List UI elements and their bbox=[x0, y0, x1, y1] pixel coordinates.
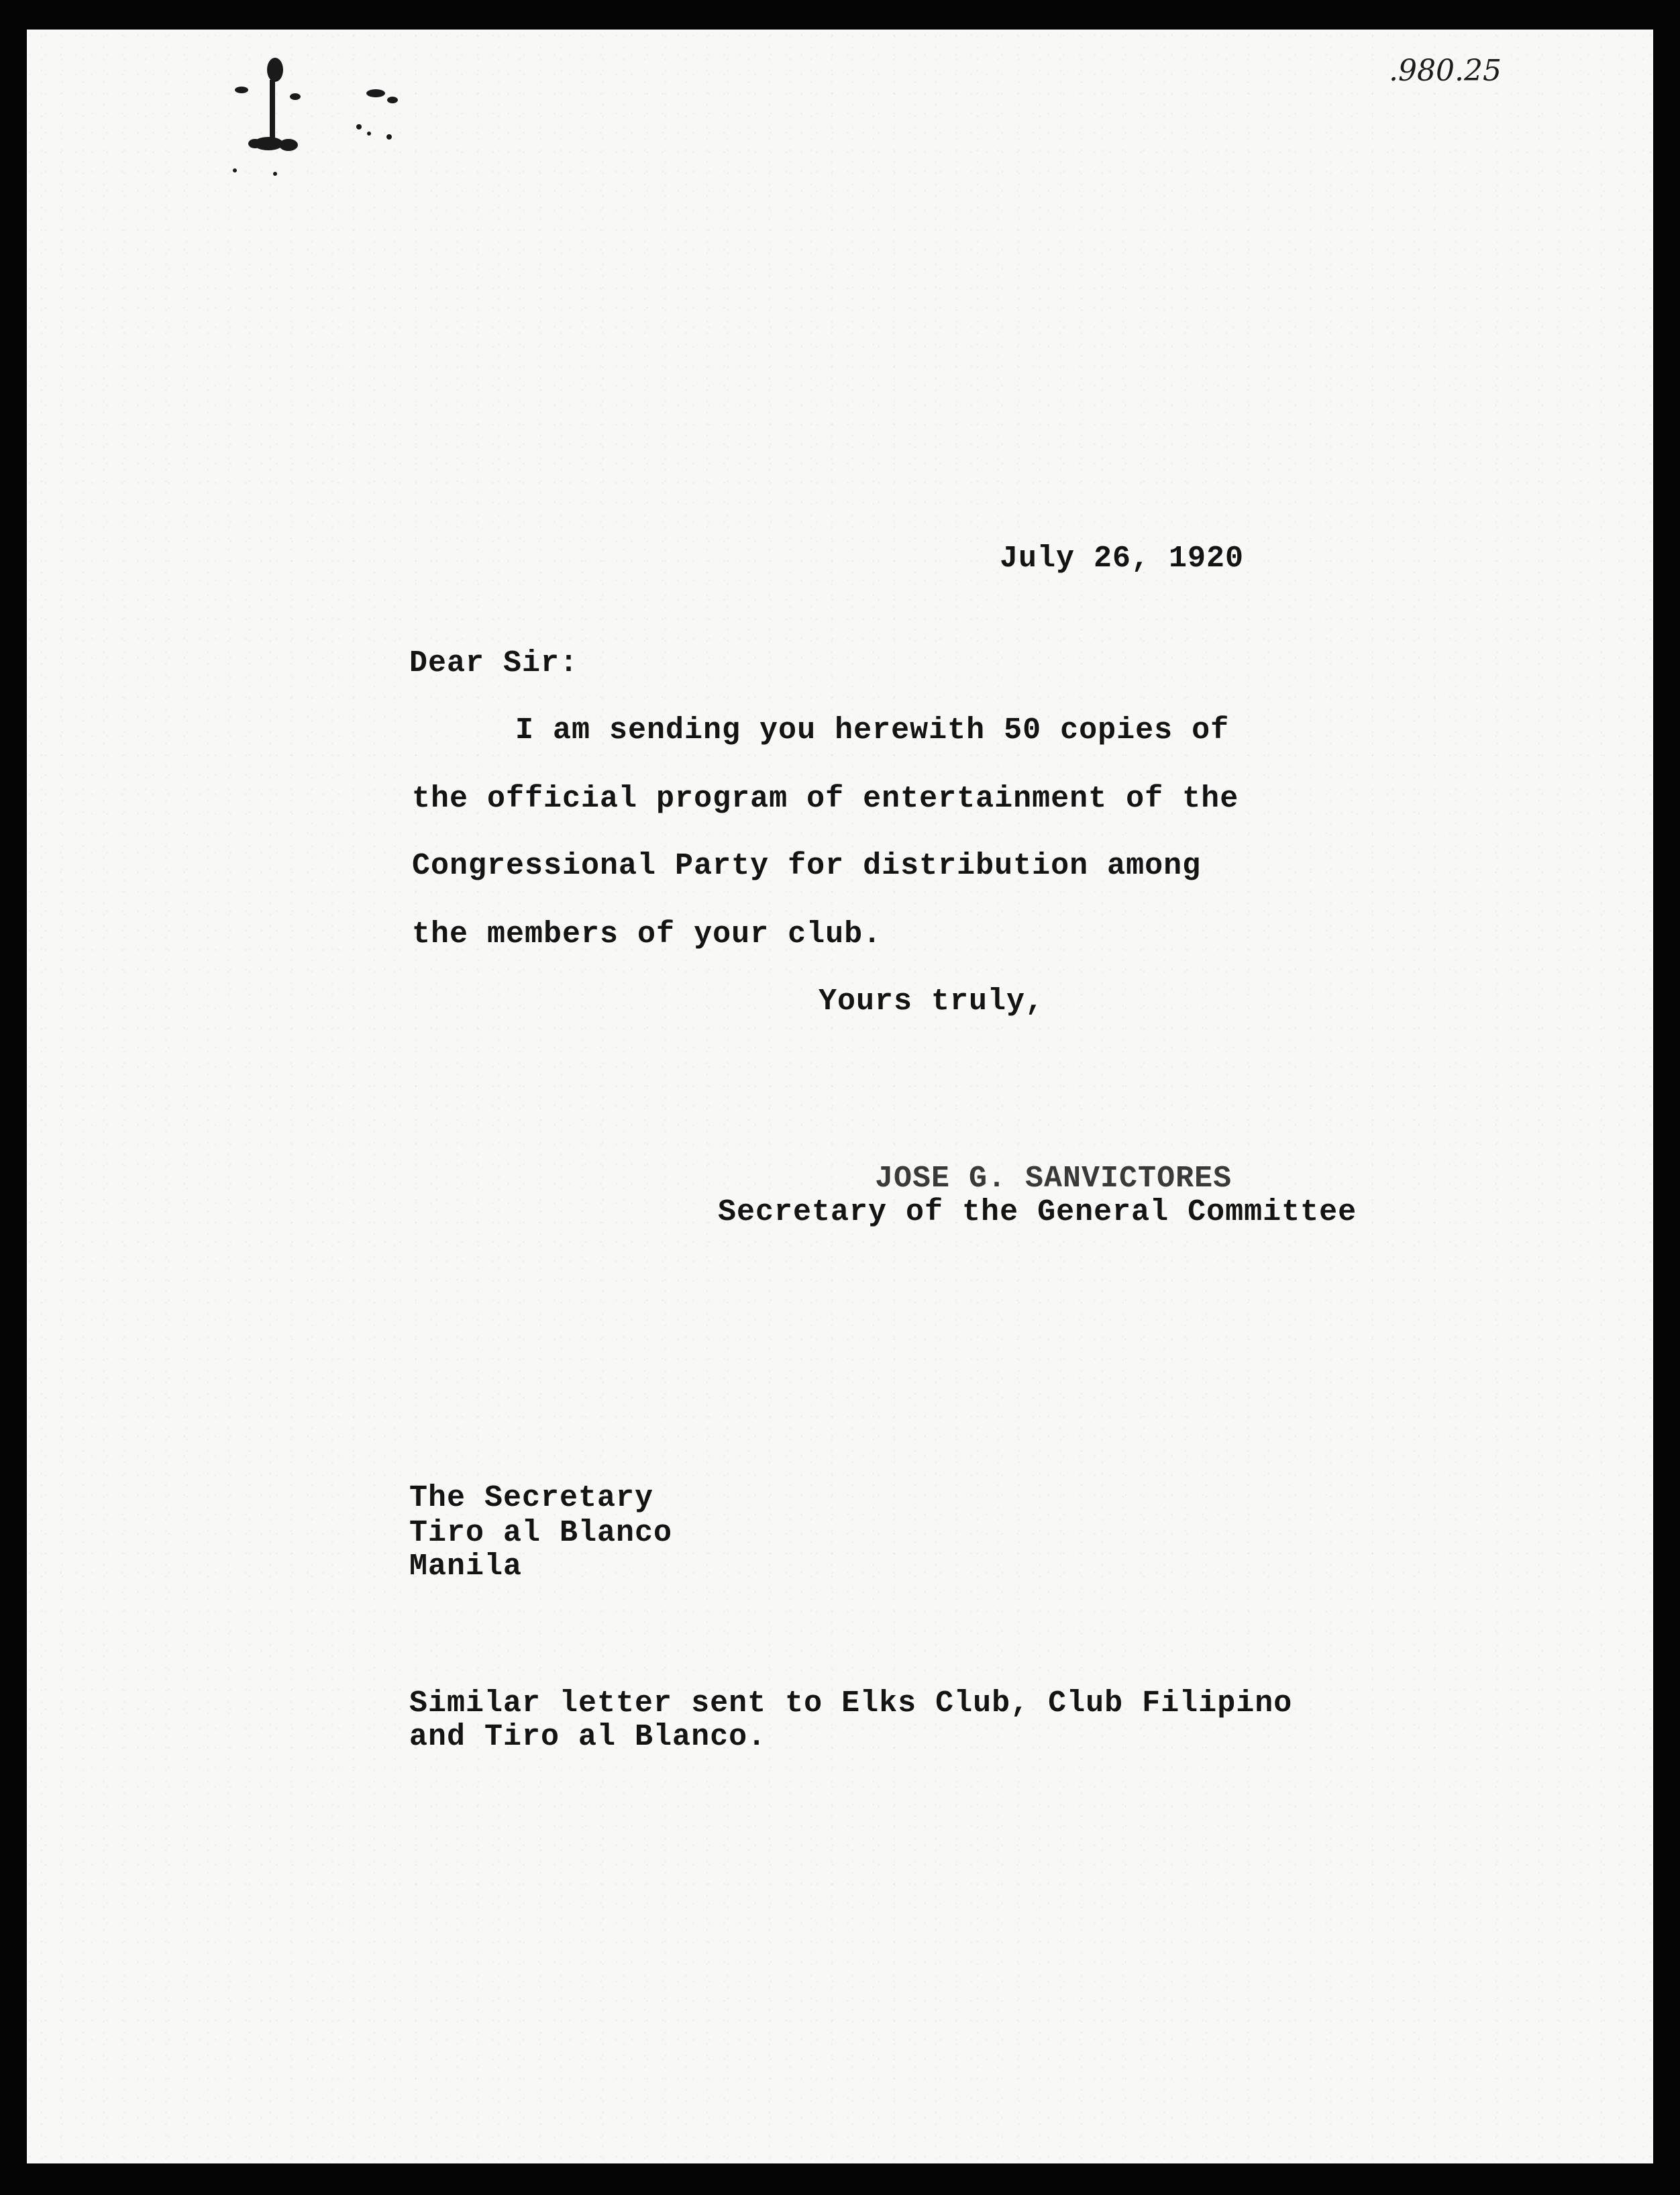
distribution-note-line: and Tiro al Blanco. bbox=[409, 1720, 767, 1754]
signer-name: JOSE G. SANVICTORES bbox=[875, 1162, 1232, 1196]
recipient-line: Tiro al Blanco bbox=[409, 1516, 673, 1550]
letter-page bbox=[27, 30, 1653, 2163]
recipient-line: Manila bbox=[409, 1549, 523, 1584]
body-line: I am sending you herewith 50 copies of bbox=[515, 713, 1230, 748]
signer-title: Secretary of the General Committee bbox=[718, 1195, 1357, 1229]
body-line: the official program of entertainment of the bbox=[412, 782, 1239, 816]
ink-smudge-mark bbox=[195, 43, 463, 177]
closing: Yours truly, bbox=[819, 984, 1045, 1019]
body-line: Congressional Party for distribution among bbox=[412, 849, 1202, 883]
corner-annotation: .980.25 bbox=[1389, 54, 1502, 88]
recipient-line: The Secretary bbox=[409, 1481, 654, 1515]
salutation: Dear Sir: bbox=[409, 646, 579, 680]
body-line: the members of your club. bbox=[412, 917, 882, 952]
distribution-note-line: Similar letter sent to Elks Club, Club Filipino bbox=[409, 1686, 1293, 1721]
letter-date: July 26, 1920 bbox=[1000, 542, 1245, 576]
